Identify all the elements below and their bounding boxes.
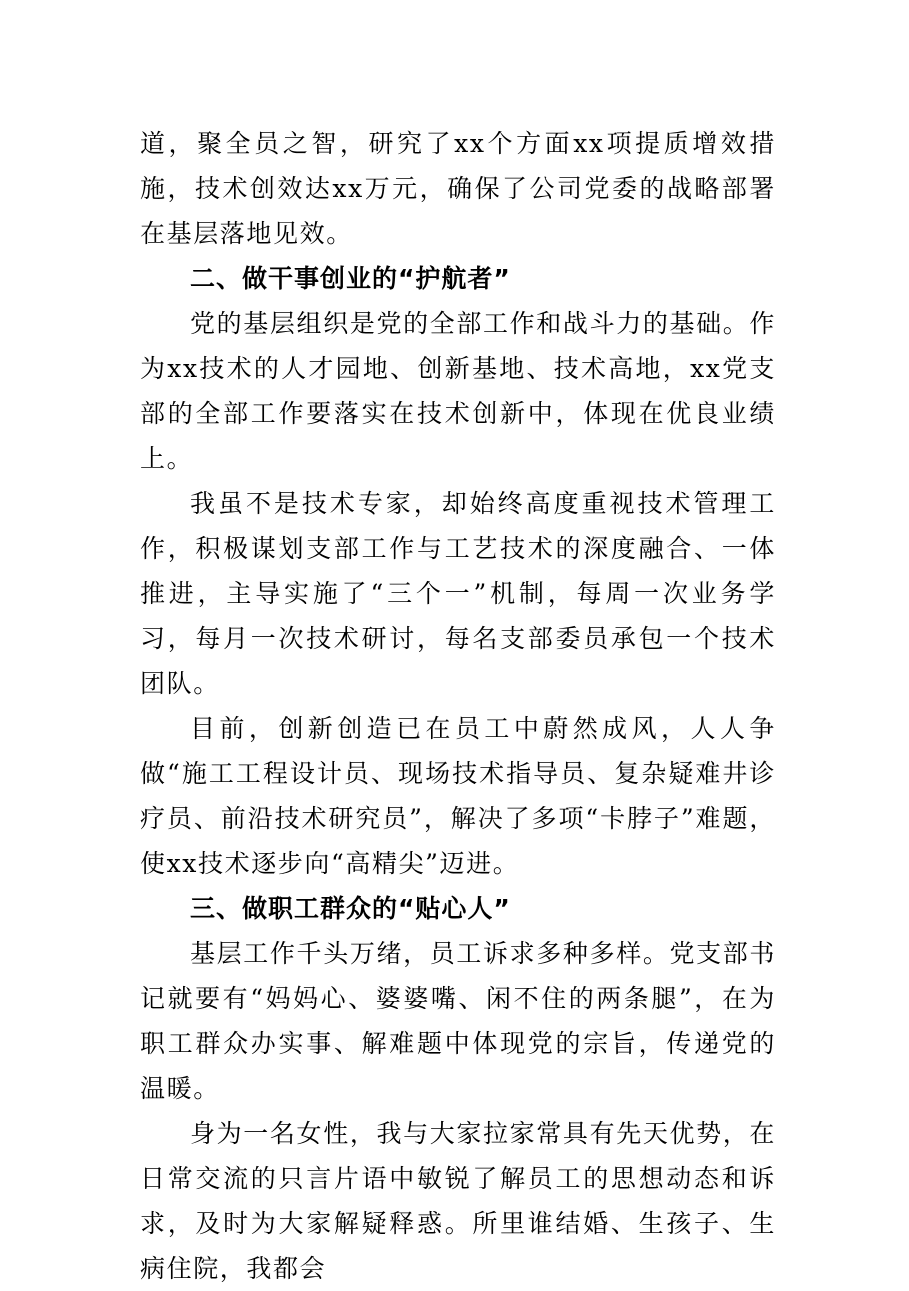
- paragraph: 党的基层组织是党的全部工作和战斗力的基础。作为xx技术的人才园地、创新基地、技术高地，xx党支部的全部工作要落实在技术创新中，体现在优良业绩上。: [140, 309, 776, 473]
- section-heading-2: 二、做干事创业的“护航者”: [190, 264, 511, 293]
- paragraph: 目前，创新创造已在员工中蔚然成风，人人争做“施工工程设计员、现场技术指导员、复杂疑难井诊疗员、前沿技术研究员”，解决了多项“卡脖子”难题，使xx技术逐步向“高精尖”迈进。: [140, 714, 776, 878]
- paragraph-continuation: 道，聚全员之智，研究了xx个方面xx项提质增效措施，技术创效达xx万元，确保了公司党委的战略部署在基层落地见效。: [140, 129, 776, 248]
- document-page: [140, 121, 776, 1291]
- paragraph: 我虽不是技术专家，却始终高度重视技术管理工作，积极谋划支部工作与工艺技术的深度融合、一体推进，主导实施了“三个一”机制，每周一次业务学习，每月一次技术研讨，每名支部委员承包一个技术团队。: [140, 489, 776, 698]
- section-heading-3: 三、做职工群众的“贴心人”: [190, 894, 511, 923]
- paragraph: 基层工作千头万绪，员工诉求多种多样。党支部书记就要有“妈妈心、婆婆嘴、闲不住的两条腿”，在为职工群众办实事、解难题中体现党的宗旨，传递党的温暖。: [140, 939, 776, 1103]
- paragraph: 身为一名女性，我与大家拉家常具有先天优势，在日常交流的只言片语中敏锐了解员工的思想动态和诉求，及时为大家解疑释惑。所里谁结婚、生孩子、生病住院，我都会: [140, 1119, 776, 1283]
